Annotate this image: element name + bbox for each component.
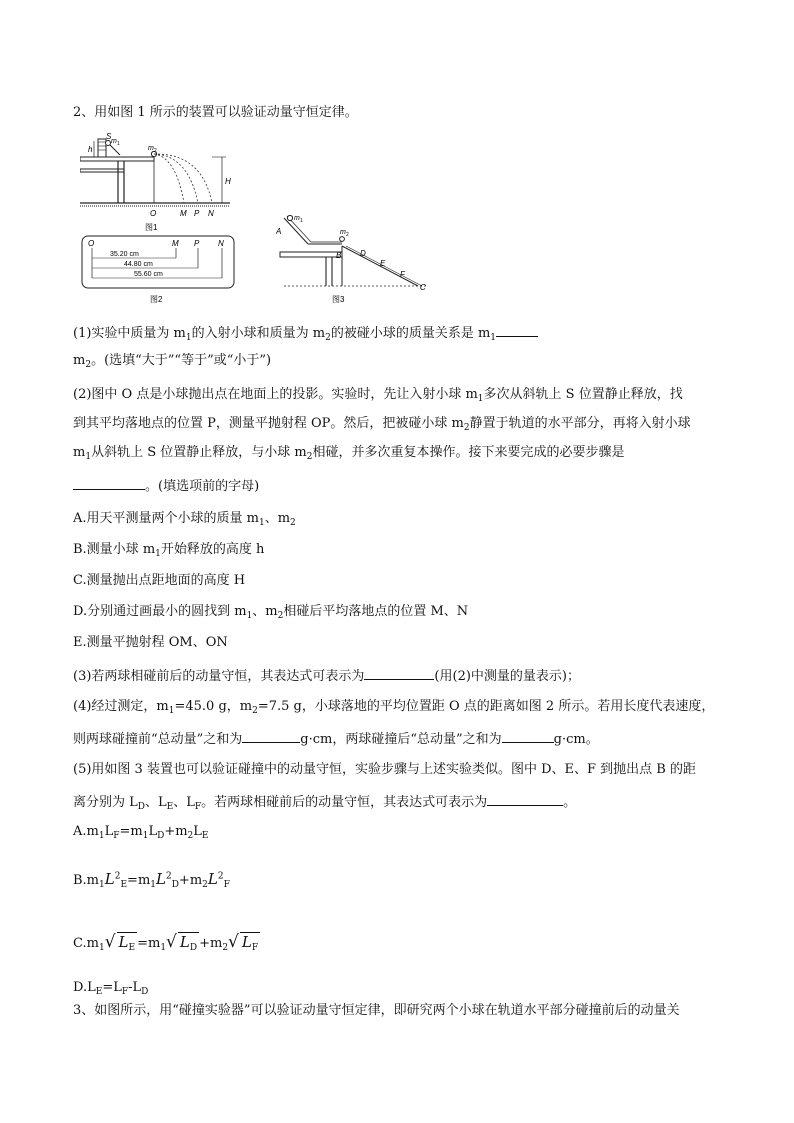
fig3-label-E: E — [380, 259, 386, 268]
answer-blank-4[interactable] — [242, 729, 300, 743]
sqrt-icon: √ — [166, 932, 177, 952]
fig3-label-A: A — [276, 227, 282, 236]
release-block — [98, 139, 106, 157]
q2-part2-line2: 到其平均落地点的位置 P，测量平抛射程 OP。然后，把被碰小球 $m_2$静置于轨道的水平部分，再将入射小球 — [73, 416, 691, 433]
fig3-sub-1: 1 — [300, 218, 303, 224]
sqrt-icon: √ — [104, 932, 116, 952]
fig1-label-h: h — [88, 145, 93, 154]
option-E: E.测量平抛射程 OM、ON — [73, 635, 228, 650]
ruler-frame — [82, 236, 234, 288]
fig3-label-B: B — [336, 251, 342, 260]
q2-part1-line1: (1)实验中质量为 $m_1$的入射小球和质量为 $m_2$的被碰小球的质量关系是 $m_1$ — [73, 323, 538, 343]
fig3-ball-m2 — [340, 237, 345, 242]
fig1-label-O: O — [150, 209, 157, 218]
track — [80, 157, 154, 161]
fig1-label-S: S — [106, 133, 112, 141]
q2-part1-line2: $m_2$。(选填“大于”“等于”或“小于”) — [73, 353, 272, 370]
fig1-label-P: P — [194, 209, 200, 218]
answer-blank-1[interactable] — [496, 323, 538, 337]
q2-part5-line2: 离分别为 $L_D$、$L_E$、$L_F$。若两球相碰前后的动量守恒，其表达式可表示为 。 — [73, 792, 576, 812]
q2-part3: (3)若两球相碰前后的动量守恒，其表达式可表示为 (用(2)中测量的量表示)； — [73, 666, 580, 686]
fig3-label-m2: m — [340, 229, 346, 236]
answer-blank-5[interactable] — [502, 729, 554, 743]
q2-part2-line1: (2)图中 O 点是小球抛出点在地面上的投影。实验时，先让入射小球 $m_1$多次从斜轨上 S 位置静止释放，找 — [73, 387, 683, 404]
q2-part4-line1: (4)经过测定，$m_1=45.0$ g，$m_2=7.5$ g，小球落地的平均位置距 O 点的距离如图 2 所示。若用长度代表速度， — [73, 699, 715, 716]
q2-part2-line3: $m_1$从斜轨上 S 位置静止释放，与小球 $m_2$相碰，并多次重复本操作。接下来要完成的必要步骤是 — [73, 445, 625, 462]
fig2-label-O: O — [88, 239, 95, 248]
fig3-ball-m1 — [287, 215, 292, 220]
fig3-label-C: C — [420, 283, 426, 292]
fig1-sub-2: 2 — [154, 148, 157, 154]
q2-part2-line4: 。(填选项前的字母) — [73, 476, 259, 496]
q3-text: 3、如图所示，用“碰撞实验器”可以验证动量守恒定律，即研究两个小球在轨道水平部分碰撞前后的动量关 — [73, 1003, 680, 1018]
option-D: D.分别通过画最小的圆找到 $m_1$、$m_2$相碰后平均落地点的位置 M、N — [73, 604, 469, 621]
sqrt-icon: √ — [228, 932, 239, 952]
answer-blank-6[interactable] — [487, 792, 563, 806]
fig2-label-P: P — [194, 239, 200, 248]
option-B: B.测量小球 $m_1$开始释放的高度 h — [73, 542, 265, 559]
option5-A: $A.m_1L_F=m_1L_D+m_2L_E$ — [73, 824, 209, 841]
fig3-label-D: D — [360, 249, 366, 258]
ball-m1 — [106, 141, 111, 146]
option-C: C.测量抛出点距地面的高度 H — [73, 573, 246, 588]
fig2-caption: 图2 — [150, 295, 163, 304]
option-A: A.用天平测量两个小球的质量 $m_1$、$m_2$ — [73, 511, 296, 528]
fig1-label-H: H — [225, 177, 231, 186]
answer-blank-3[interactable] — [364, 666, 434, 680]
option5-D: $D.L_E=L_F-L_D$ — [73, 980, 149, 997]
fig1-label-m1: m — [111, 138, 117, 145]
option5-B: $B.m_1L^2_E=m_1L^2_D+m_2L^2_F$ — [73, 870, 230, 890]
fig2-distance-OP: 44.80 cm — [124, 261, 153, 268]
fig1-label-m2: m — [148, 145, 154, 152]
fig3-label-m1: m — [294, 215, 300, 222]
fig1-label-N: N — [208, 209, 214, 218]
figure-3 — [276, 206, 436, 306]
fig3-caption: 图3 — [332, 295, 345, 304]
q2-part4-line2: 则两球碰撞前“总动量”之和为 g·cm，两球碰撞后“总动量”之和为 g·cm。 — [73, 729, 599, 749]
q2-title: 2、用如图 1 所示的装置可以验证动量守恒定律。 — [73, 105, 358, 120]
fig3-label-F: F — [400, 270, 405, 279]
fig1-sub-1: 1 — [117, 141, 120, 147]
answer-blank-2[interactable] — [73, 476, 145, 490]
fig2-distance-OM: 35.20 cm — [110, 251, 139, 258]
figure-2 — [80, 234, 240, 306]
figure-1 — [80, 133, 240, 233]
fig2-label-N: N — [218, 239, 224, 248]
fig2-label-M: M — [172, 239, 179, 248]
fig1-caption: 图1 — [145, 223, 158, 232]
fig1-label-M: M — [180, 209, 187, 218]
fig3-sub-2: 2 — [346, 232, 349, 238]
option5-C: $C.m_1√$ $L_E =m_1√$ $L_D +m_2√$ $L_F$ — [73, 932, 259, 953]
q2-part5-line1: (5)用如图 3 装置也可以验证碰撞中的动量守恒，实验步骤与上述实验类似。图中 D、E、F 到抛出点 B 的距 — [73, 762, 696, 777]
fig2-distance-ON: 55.60 cm — [134, 271, 163, 278]
